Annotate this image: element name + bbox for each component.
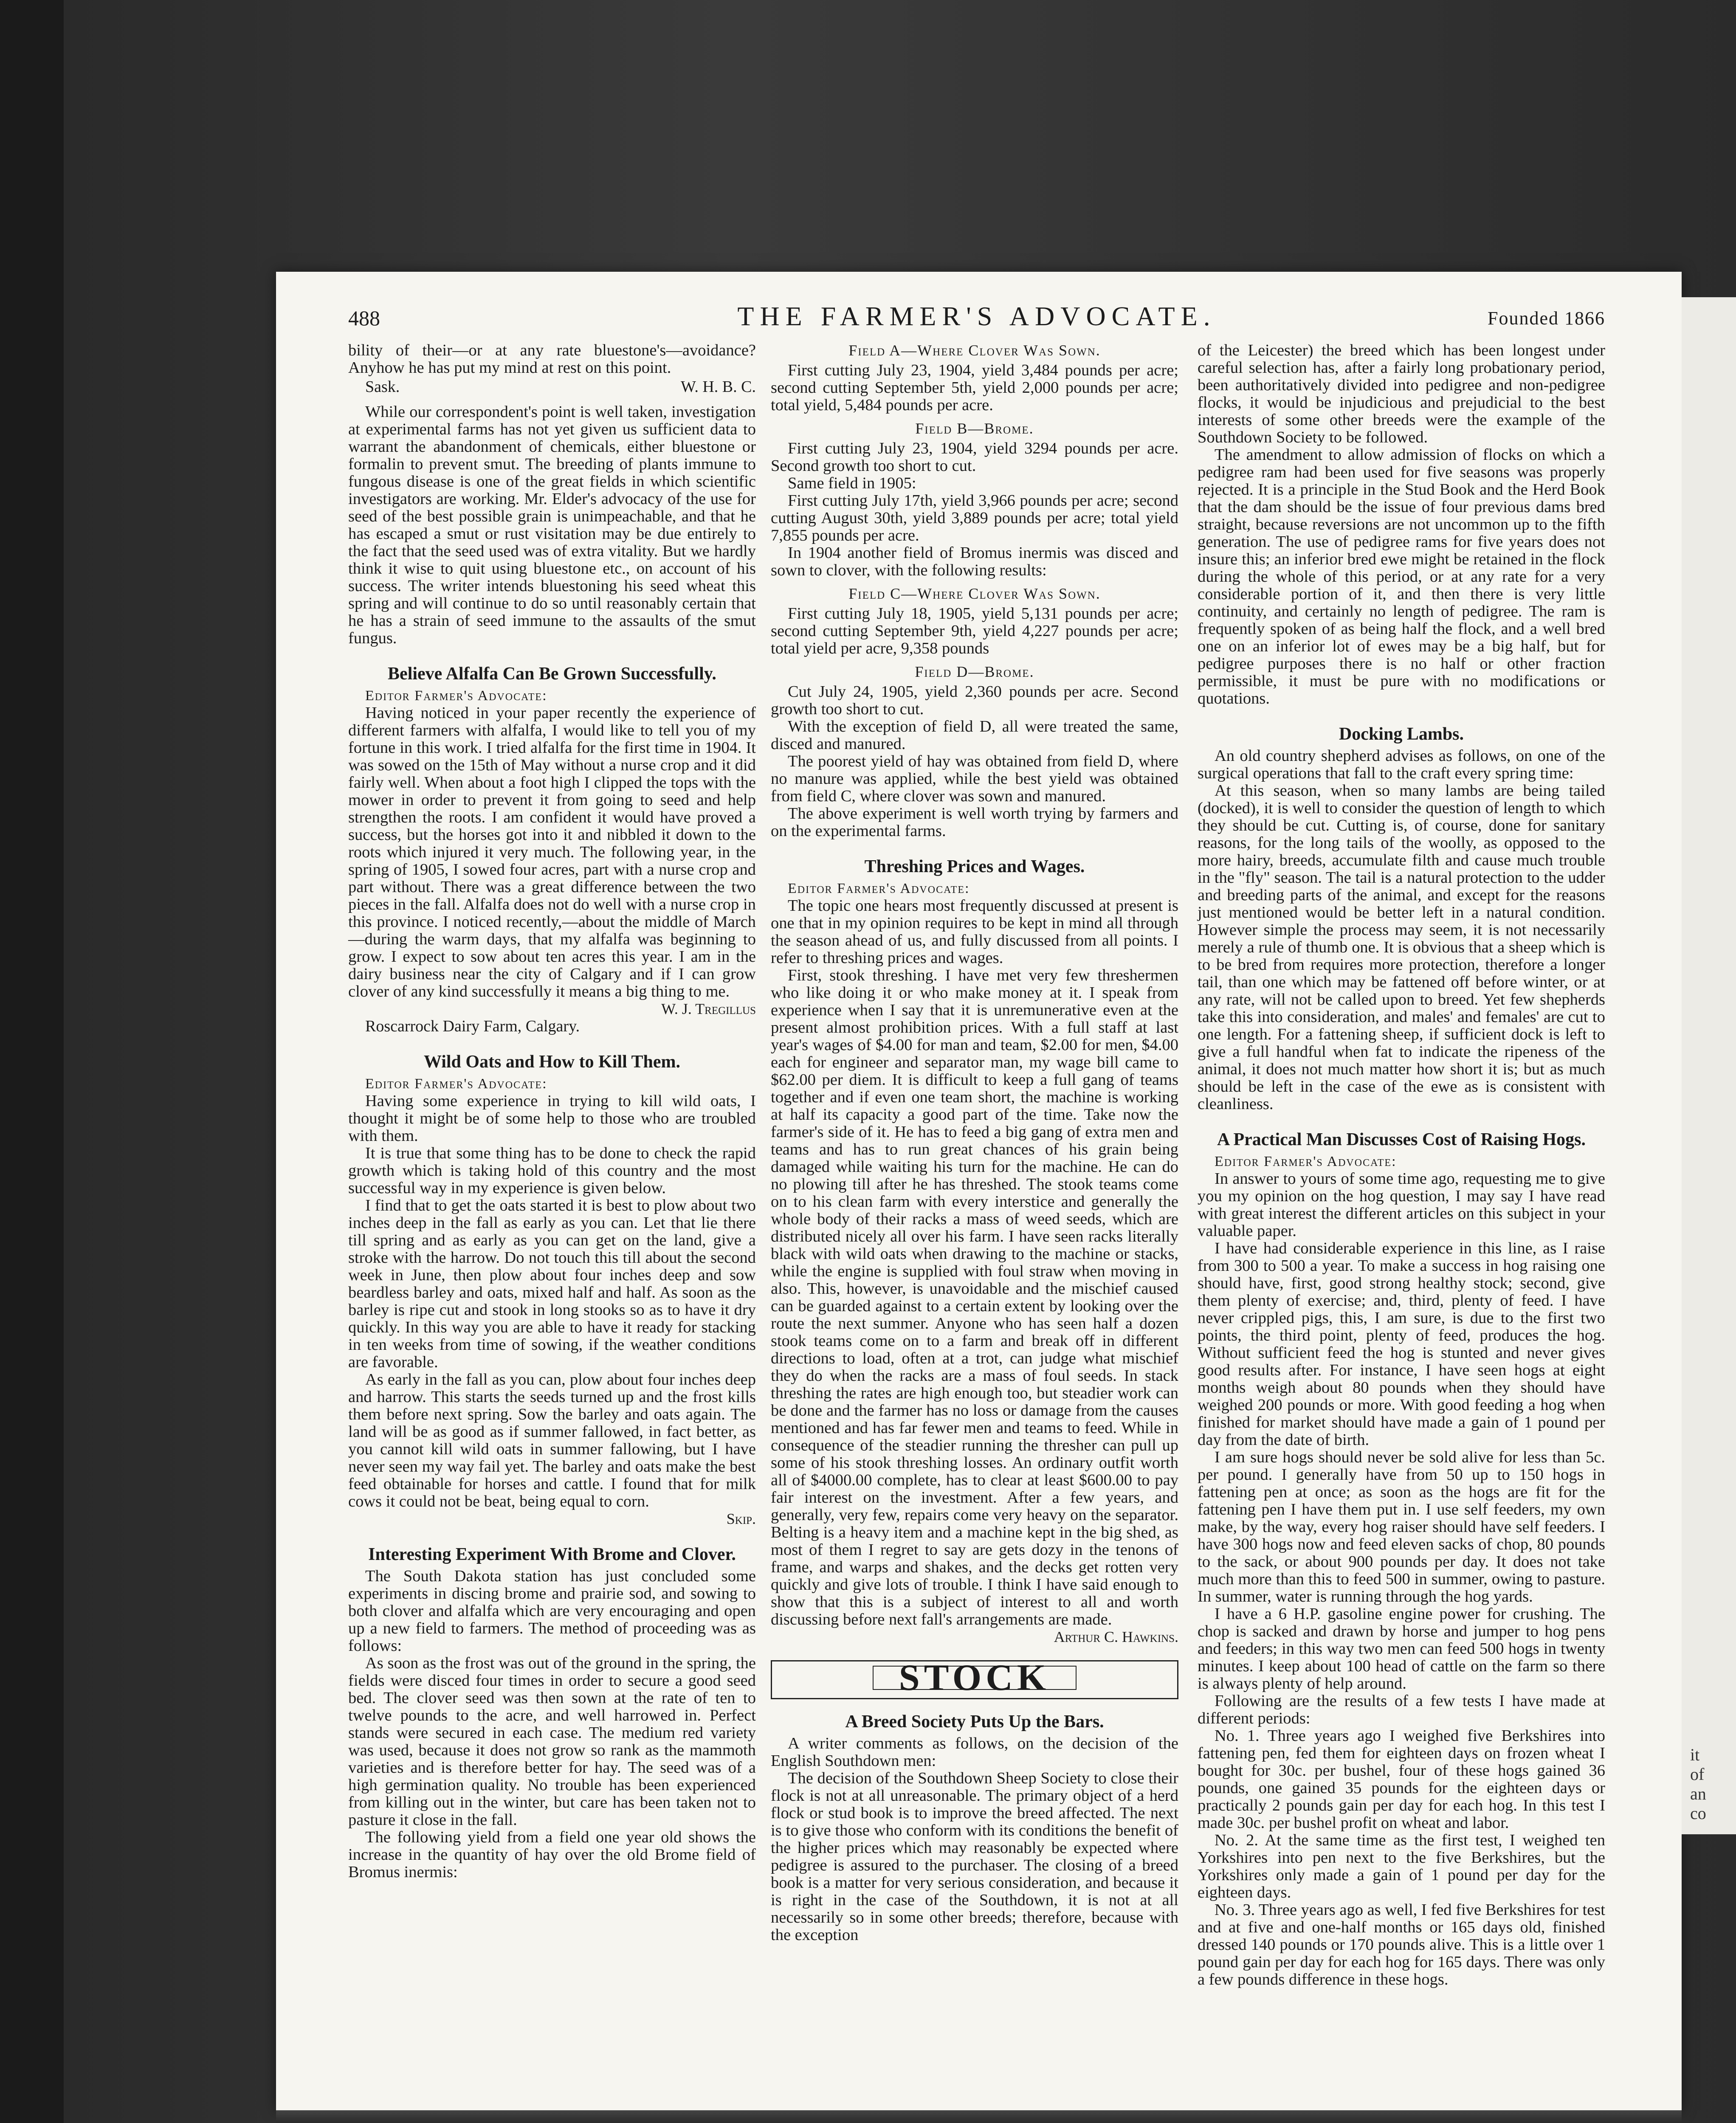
editor-salutation: Editor Farmer's Advocate: — [365, 1076, 547, 1092]
masthead — [348, 293, 1605, 340]
article-headline: A Practical Man Discusses Cost of Raising Hogs. — [1217, 1130, 1586, 1149]
paragraph: I am sure hogs should never be sold alive for less than 5c. per pound. I generally have from 50 up to 150 hogs in fattening pen at once; as soon as the hogs are fit for the fattening pen I have them put in. I use self feeders, my own make, by the way, every hog raiser should have self feeders. I have 300 hogs now and feed eleven sacks of chop, 80 pounds to the sack, or about 900 pounds per day. It does not take much more than this to feed 500 in summer, owing to pasture. In summer, water is running through the hog yards. — [1198, 1448, 1605, 1605]
paragraph: It is true that some thing has to be done to check the rapid growth which is taking hold of this country and the most successful way in my experience is given below. — [348, 1144, 756, 1197]
signature-row — [348, 378, 756, 396]
paragraph: First cutting July 18, 1905, yield 5,131 pounds per acre; second cutting September 9th, yield 4,227 pounds per acre; total yield per acre, 9,358 pounds — [771, 605, 1178, 657]
paragraph: The topic one hears most frequently discussed at present is one that in my opinion requires to be kept in mind all through the season ahead of us, and fully discussed from all points. I refer to threshing prices and wages. — [771, 897, 1178, 967]
paragraph: A writer comments as follows, on the decision of the English Southdown men: — [771, 1734, 1178, 1770]
field-subheading: Field D—Brome. — [915, 663, 1034, 680]
paragraph: In answer to yours of some time ago, requesting me to give you my opinion on the hog question, I may say I have read with great interest the different articles on this subject in your valuable paper. — [1198, 1170, 1605, 1240]
paragraph: No. 2. At the same time as the first test, I weighed ten Yorkshires into pen next to the five Berkshires, but the Yorkshires only made a gain of 1 pound per day for the eighteen days. — [1198, 1831, 1605, 1901]
page-shadow — [276, 2110, 1682, 2123]
article-headline: Wild Oats and How to Kill Them. — [423, 1052, 681, 1072]
paragraph: bility of their—or at any rate bluestone's—avoidance? Anyhow he has put my mind at rest on this point. — [348, 341, 756, 377]
signature-name: W. H. B. C. — [680, 378, 756, 396]
edge-text: of — [1690, 1765, 1705, 1784]
next-page-edge — [1682, 297, 1736, 1834]
founded-note: Founded 1866 — [1488, 308, 1605, 329]
field-subheading: Field C—Where Clover Was Sown. — [848, 585, 1101, 602]
edge-text: it — [1690, 1745, 1700, 1764]
newspaper-page — [276, 272, 1682, 2110]
paragraph: I find that to get the oats started it is best to plow about two inches deep in the fall as early as you can. Let that lie there till spring and as early as you can get on the land, give a stroke with the harrow. Do not touch this till about the second week in June, then plow about four inches deep and sow beardless barley and oats, mixed half and half. As soon as the barley is ripe cut and stook in long stooks so as to have it dry quickly. In this way you are able to have it ready for stacking in ten weeks from time of sowing, if the weather conditions are favorable. — [348, 1197, 756, 1371]
paragraph: I have had considerable experience in this line, as I raise from 300 to 500 a year. To make a success in hog raising one should have, first, good strong healthy stock; second, give them plenty of exercise; and, third, plenty of feed. I have never crippled pigs, this, I am sure, is due to the first two points, the third point, plenty of feed, produces the hog. Without sufficient feed the hog is stunted and never gives good results after. For instance, I have seen hogs at eight months weigh about 80 pounds when they should have weighed 200 pounds or more. With good feeding a hog when finished for market should have made a gain of 1 pound per day from the date of birth. — [1198, 1239, 1605, 1449]
paragraph: The decision of the Southdown Sheep Society to close their flock is not at all unreasonable. The primary object of a herd flock or stud book is to improve the breed affected. The next is to give those who conform with its conditions the benefit of the higher prices which may reasonably be expected where pedigree is assured to the purchaser. The closing of a breed book is a matter for very serious consideration, and because it is right in the case of the Southdown, it is not at all necessarily so in some other breeds; therefore, because with the exception — [771, 1769, 1178, 1944]
paragraph: Following are the results of a few tests I have made at different periods: — [1198, 1692, 1605, 1727]
paragraph: An old country shepherd advises as follows, on one of the surgical operations that fall to the craft every spring time: — [1198, 747, 1605, 782]
paragraph: First cutting July 17th, yield 3,966 pounds per acre; second cutting August 30th, yield 3,889 pounds per acre; total yield 7,855 pounds per acre. — [771, 492, 1178, 544]
article-headline: Believe Alfalfa Can Be Grown Successfully. — [388, 664, 716, 684]
paragraph: First cutting July 23, 1904, yield 3,484 pounds per acre; second cutting September 5th, yield 2,000 pounds per acre; total yield, 5,484 pounds per acre. — [771, 361, 1178, 414]
paragraph: Same field in 1905: — [788, 474, 916, 492]
paragraph: The following yield from a field one year old shows the increase in the quantity of hay over the old Brome field of Bromus inermis: — [348, 1828, 756, 1881]
paragraph: In 1904 another field of Bromus inermis was disced and sown to clover, with the following results: — [771, 544, 1178, 579]
paragraph: Cut July 24, 1905, yield 2,360 pounds per acre. Second growth too short to cut. — [771, 683, 1178, 718]
field-subheading: Field A—Where Clover Was Sown. — [848, 342, 1101, 359]
editor-salutation: Editor Farmer's Advocate: — [788, 881, 970, 896]
paragraph: Having noticed in your paper recently the experience of different farmers with alfalfa, I would like to tell you of my fortune in this work. I tried alfalfa for the first time in 1904. It was sowed on the 15th of May without a nurse crop and it did fairly well. When about a foot high I clipped the tops with the mower in order to prevent it from going to seed and help strengthen the roots. I am confident it would have proved a success, but the horses got into it and nibbled it down to the roots which injured it very much. The following year, in the spring of 1905, I sowed four acres, part with a nurse crop and part without. There was a great difference between the two pieces in the fall. Alfalfa does not do well with a nurse crop in this province. I noticed recently,—about the middle of March—during the warm days, that my alfalfa was beginning to grow. I expect to sow about ten acres this year. I am in the dairy business near the city of Calgary and if I can grow clover of any kind successfully it means a big thing to me. — [348, 704, 756, 1000]
paragraph: The amendment to allow admission of flocks on which a pedigree ram had been used for five seasons was properly rejected. It is a principle in the Stud Book and the Herd Book that the dam should be the issue of four previous dams bred straight, because reversions are not uncommon up to the fifth generation. The use of pedigree rams for five years does not insure this; an inferior bred ewe might be retained in the flock during the whole of this period, or at any rate for a very considerable portion of it, and then there is very little continuity, and certainly no length of pedigree. The ram is frequently spoken of as being half the flock, and a well bred one on an inferior lot of ewes may be a big half, but for pedigree purposes there is no half or other fraction permissible, it must be pure with no modifications or quotations. — [1198, 446, 1605, 707]
paragraph: While our correspondent's point is well taken, investigation at experimental farms has not yet given us sufficient data to warrant the abandonment of chemicals, either bluestone or formalin to prevent smut. The breeding of plants immune to fungous disease is one of the great fields in which scientific investigators are working. Mr. Elder's advocacy of the use for seed of the best possible grain is unimpeachable, and that he has escaped a smut or rust visitation may be due entirely to the fact that the seed used was of extra vitality. But we hardly think it wise to quit using bluestone etc., on account of his success. The writer intends bluestoning his seed wheat this spring and will continue to do so until reasonably certain that he has a strain of seed immune to the assaults of the smut fungus. — [348, 403, 756, 647]
signature-place: Sask. — [365, 378, 400, 396]
author-signature: Skip. — [726, 1510, 756, 1527]
article-headline: Interesting Experiment With Brome and Clover. — [368, 1545, 736, 1564]
article-headline: Threshing Prices and Wages. — [864, 857, 1085, 876]
author-address: Roscarrock Dairy Farm, Calgary. — [365, 1017, 580, 1035]
paragraph: First, stook threshing. I have met very few threshermen who like doing it or who make money at it. I speak from experience when I say that it is unremunerative even at the present almost prohibition prices. With a full staff at last year's wages of $4.00 for man and team, $2.00 for men, $4.00 each for engineer and separator man, my wage bill came to $62.00 per diem. It is difficult to keep a full gang of teams together and if even one team short, the machine is working at half its capacity a good part of the time. Take now the farmer's side of it. He has to feed a big gang of extra men and teams and has to run great chances of his grain being damaged while waiting his turn for the machine. He can do no plowing till after he has threshed. The stook teams come on to his clean farm with every interstice and generally the whole body of their racks a mass of weed seeds, which are distributed nicely all over his farm. I have seen racks literally black with wild oats when drawing to the machine or stacks, while the engine is supplied with foul straw when moving in also. This, however, is unavoidable and the mischief caused can be guarded against to a certain extent by looking over the route the next summer. Anyone who has seen half a dozen stook teams come on to a farm and break off in different directions to load, often at a trot, can judge what mischief they do when the racks are a mass of foul seeds. In stack threshing the rates are high enough too, but steadier work can be done and the farmer has no loss or damage from the causes mentioned and has far fewer men and teams to feed. While in consequence of the steadier running the thresher can pull up some of his stook threshing losses. An ordinary outfit worth all of $4000.00 complete, has to clear at least $600.00 to pay fair interest on the investment. After a few years, and generally, very few, repairs come very heavy on the separator. Belting is a heavy item and a machine kept in the big shed, as most of them I regret to say are gets dozy in the tenons of frame, and warps and shakes, and the decks get rotten very quickly and give lots of trouble. I think I have said enough to show that this is a subject of interest to all and worth discussing before next fall's arrangements are made. — [771, 966, 1178, 1628]
paragraph: No. 1. Three years ago I weighed five Berkshires into fattening pen, fed them for eighteen days on frozen wheat I bought for 30c. per bushel, four of these hogs gained 36 pounds, one gained 35 pounds for the eighteen days or practically 2 pounds gain per day for each hog. In this test I made 30c. per bushel profit on wheat and labor. — [1198, 1727, 1605, 1832]
paragraph: With the exception of field D, all were treated the same, disced and manured. — [771, 718, 1178, 753]
column-2 — [771, 342, 1178, 1955]
paragraph: No. 3. Three years ago as well, I fed five Berkshires for test and at five and one-half months or 165 days old, finished dressed 140 pounds or 170 pounds alive. This is a little over 1 pound gain per day for each hog for 165 days. There was only a few pounds difference in these hogs. — [1198, 1901, 1605, 1988]
author-signature: Arthur C. Hawkins. — [1054, 1628, 1178, 1645]
stock-section-banner — [771, 1657, 1178, 1699]
paragraph: The South Dakota station has just concluded some experiments in discing brome and prairie sod, and sowing to both clover and alfalfa which are very encouraging and open up a new field to farmers. The method of proceeding was as follows: — [348, 1567, 756, 1655]
paragraph: I have a 6 H.P. gasoline engine power for crushing. The chop is sacked and drawn by horse and jumper to hog pens and feeders; in this way two men can feed 500 hogs in twenty minutes. I keep about 100 head of cattle on the farm so there is always plenty of help around. — [1198, 1605, 1605, 1692]
paragraph: As early in the fall as you can, plow about four inches deep and harrow. This starts the seeds turned up and the frost kills them before next spring. Sow the barley and oats again. The land will be as good as if summer fallowed, in fact better, as you cannot kill wild oats in summer fallowing, but I have never seen my way fail yet. The barley and oats make the best feed obtainable for horses and cattle. I found that for milk cows it could not be beat, being equal to corn. — [348, 1371, 756, 1510]
article-headline: A Breed Society Puts Up the Bars. — [845, 1712, 1104, 1732]
author-signature: W. J. Tregillus — [661, 1000, 756, 1017]
stock-banner-label: STOCK — [873, 1666, 1077, 1690]
page-number: 488 — [348, 306, 380, 330]
journal-title: THE FARMER'S ADVOCATE. — [737, 301, 1216, 331]
column-3 — [1198, 341, 1605, 1988]
article-headline: Docking Lambs. — [1339, 724, 1464, 744]
editor-salutation: Editor Farmer's Advocate: — [1215, 1154, 1397, 1169]
edge-text: an — [1690, 1784, 1706, 1803]
column-1 — [348, 342, 756, 1955]
paragraph: As soon as the frost was out of the ground in the spring, the fields were disced four times in order to secure a good seed bed. The clover seed was then sown at the rate of ten to twelve pounds to the acre, and well harrowed in. Perfect stands were secured in each case. The medium red variety was used, because it does not grow so rank as the mammoth varieties and is therefore better for hay. The seed was of a high germination quality. No trouble has been experienced from killing out in the winter, but care has been taken not to pasture it close in the fall. — [348, 1654, 756, 1829]
paragraph: First cutting July 23, 1904, yield 3294 pounds per acre. Second growth too short to cut. — [771, 439, 1178, 475]
paragraph: The above experiment is well worth trying by farmers and on the experimental farms. — [771, 805, 1178, 840]
paragraph: of the Leicester) the breed which has been longest under careful selection has, after a fairly long probationary period, been authoritatively divided into pedigree and non-pedigree flocks, it would be injudicious and prejudicial to the best interests of some other breeds were the example of the Southdown Society to be followed. — [1198, 341, 1605, 446]
paragraph: Having some experience in trying to kill wild oats, I thought it might be of some help to those who are troubled with them. — [348, 1092, 756, 1145]
paragraph: At this season, when so many lambs are being tailed (docked), it is well to consider the question of length to which they should be cut. Cutting is, of course, done for sanitary reasons, for the long tails of the woolly, as opposed to the more hairy, breeds, accumulate filth and cause much trouble in the "fly" season. The tail is a natural protection to the udder and breeding parts of the animal, and except for the reasons just mentioned would be better left in a natural condition. However simple the process may seem, it is not necessarily merely a rule of thumb one. It is obvious that a sheep which is to be bred from requires more protection, therefore a longer tail, than one which may be fattened off before winter, or at any rate, will not be called upon to breed. Yet few shepherds take this into consideration, and males' and females' are cut to one length. For a fattening sheep, if sufficient dock is left to give a full handful when fat to indicate the ripeness of the animal, it does not much matter how short it is; but as much should be left in the case of the ewe as is consistent with cleanliness. — [1198, 782, 1605, 1113]
editor-salutation: Editor Farmer's Advocate: — [365, 688, 547, 704]
edge-text: co — [1690, 1804, 1706, 1823]
field-subheading: Field B—Brome. — [915, 420, 1034, 437]
paragraph: The poorest yield of hay was obtained from field D, where no manure was applied, while the best yield was obtained from field C, where clover was sown and manured. — [771, 752, 1178, 805]
